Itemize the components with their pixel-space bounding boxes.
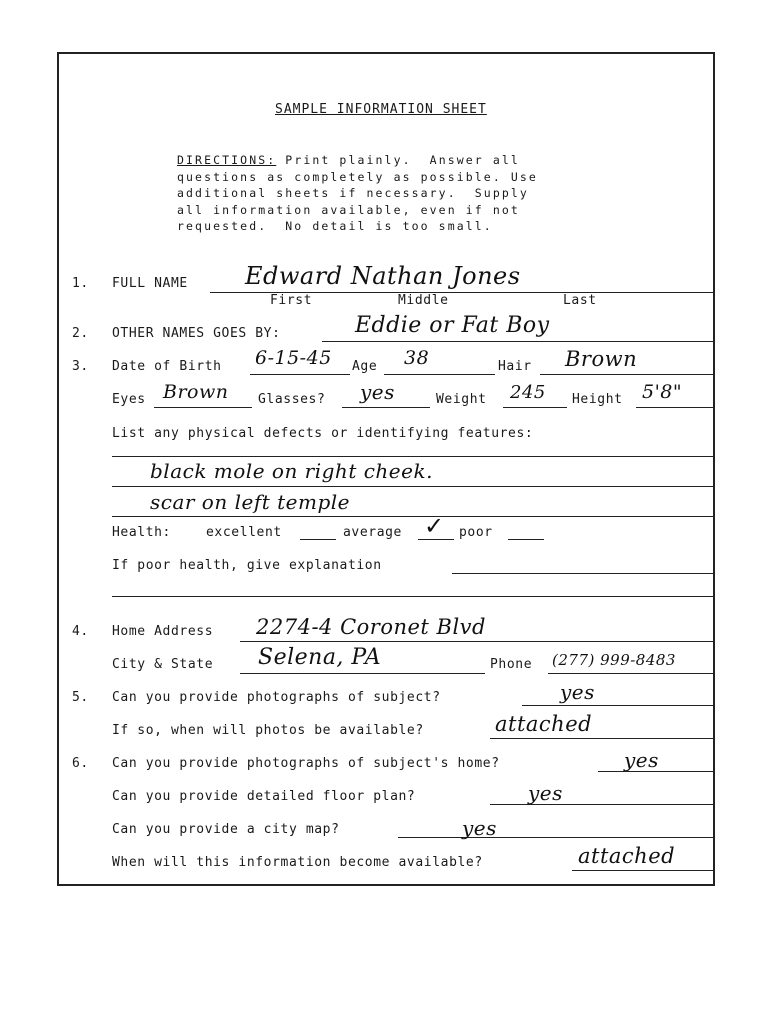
directions-line2: questions as completely as possible. Use: [177, 169, 538, 184]
defects-line-1: [112, 456, 715, 457]
height-label: Height: [572, 392, 623, 407]
full-name-label: FULL NAME: [112, 276, 188, 291]
photos-answer[interactable]: yes: [560, 680, 595, 704]
health-poor-line: [508, 539, 544, 540]
poor-explain-line[interactable]: [452, 573, 715, 574]
weight-label: Weight: [436, 392, 487, 407]
age-label: Age: [352, 359, 378, 374]
health-average-label: average: [343, 525, 402, 540]
phone-label: Phone: [490, 657, 533, 672]
full-name-answer[interactable]: Edward Nathan Jones: [245, 262, 521, 290]
floor-plan-answer[interactable]: yes: [528, 781, 563, 805]
dob-line: [250, 374, 350, 375]
home-address-answer[interactable]: 2274-4 Coronet Blvd: [256, 615, 486, 639]
first-sublabel: First: [270, 293, 313, 308]
home-address-label: Home Address: [112, 624, 214, 639]
info-when-line: [572, 870, 715, 871]
defects-line-2: [112, 486, 715, 487]
directions-line5: requested. No detail is too small.: [177, 219, 493, 233]
middle-sublabel: Middle: [398, 293, 449, 308]
question-number-4: 4.: [72, 624, 89, 639]
defects-answer-line2[interactable]: scar on left temple: [150, 490, 350, 514]
defects-answer-line1[interactable]: black mole on right cheek.: [150, 459, 433, 483]
photos-line: [522, 705, 715, 706]
health-poor-label: poor: [459, 525, 493, 540]
home-photos-label: Can you provide photographs of subject's home?: [112, 756, 500, 771]
question-number-6: 6.: [72, 756, 89, 771]
photos-when-line: [490, 738, 715, 739]
height-answer[interactable]: 5'8": [642, 381, 683, 403]
hair-answer[interactable]: Brown: [565, 347, 638, 371]
other-names-line: [322, 341, 715, 342]
defects-label: List any physical defects or identifying features:: [112, 426, 534, 441]
dob-label: Date of Birth: [112, 359, 222, 374]
health-excellent-line: [300, 539, 336, 540]
photos-label: Can you provide photographs of subject?: [112, 690, 441, 705]
defects-line-3: [112, 516, 715, 517]
eyes-line: [154, 407, 252, 408]
height-line: [636, 407, 715, 408]
directions-text: [177, 152, 538, 235]
home-photos-answer[interactable]: yes: [624, 748, 659, 772]
glasses-line: [342, 407, 430, 408]
glasses-label: Glasses?: [258, 392, 326, 407]
poor-explain-label: If poor health, give explanation: [112, 558, 382, 573]
directions-line4: all information available, even if not: [177, 202, 520, 217]
info-when-answer[interactable]: attached: [578, 844, 676, 868]
age-line: [384, 374, 495, 375]
eyes-answer[interactable]: Brown: [163, 381, 229, 403]
city-map-answer[interactable]: yes: [462, 816, 497, 840]
directions-label: DIRECTIONS:: [177, 153, 277, 167]
city-state-line: [240, 673, 485, 674]
weight-line: [503, 407, 567, 408]
question-number-5: 5.: [72, 690, 89, 705]
city-state-label: City & State: [112, 657, 214, 672]
dob-answer[interactable]: 6-15-45: [255, 347, 332, 369]
home-address-line: [240, 641, 715, 642]
form-title: SAMPLE INFORMATION SHEET: [275, 102, 487, 117]
age-answer[interactable]: 38: [404, 347, 430, 369]
health-label: Health:: [112, 525, 171, 540]
other-names-answer[interactable]: Eddie or Fat Boy: [355, 313, 550, 338]
hair-label: Hair: [498, 359, 532, 374]
phone-line: [548, 673, 715, 674]
health-excellent-label: excellent: [206, 525, 282, 540]
poor-explain-line-2[interactable]: [112, 596, 715, 597]
phone-answer[interactable]: (277) 999-8483: [552, 651, 676, 669]
health-average-checkmark[interactable]: ✓: [424, 512, 445, 540]
photos-when-label: If so, when will photos be available?: [112, 723, 424, 738]
glasses-answer[interactable]: yes: [360, 380, 395, 404]
eyes-label: Eyes: [112, 392, 146, 407]
question-number-3: 3.: [72, 359, 89, 374]
city-map-label: Can you provide a city map?: [112, 822, 340, 837]
weight-answer[interactable]: 245: [510, 382, 546, 403]
hair-line: [540, 374, 715, 375]
other-names-label: OTHER NAMES GOES BY:: [112, 326, 281, 341]
photos-when-answer[interactable]: attached: [495, 712, 593, 736]
directions-line3: additional sheets if necessary. Supply: [177, 186, 529, 200]
last-sublabel: Last: [563, 293, 597, 308]
directions-line1: Print plainly. Answer all: [276, 153, 520, 167]
info-when-label: When will this information become available?: [112, 855, 483, 870]
city-state-answer[interactable]: Selena, PA: [258, 645, 382, 670]
floor-plan-line: [490, 804, 715, 805]
floor-plan-label: Can you provide detailed floor plan?: [112, 789, 416, 804]
city-map-line: [398, 837, 715, 838]
question-number-1: 1.: [72, 276, 89, 291]
question-number-2: 2.: [72, 326, 89, 341]
